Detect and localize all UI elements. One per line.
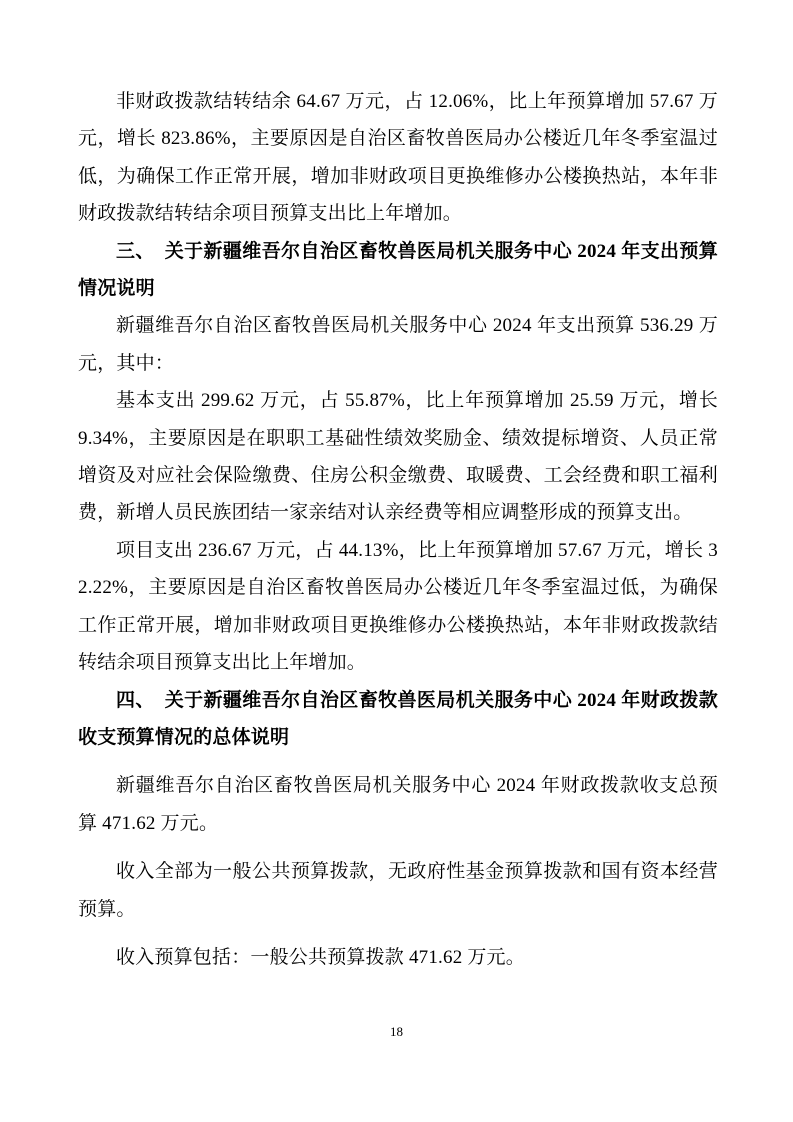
paragraph-income-source: 收入全部为一般公共预算拨款，无政府性基金预算拨款和国有资本经营预算。 xyxy=(78,861,718,920)
paragraph-basic-expenditure: 基本支出 299.62 万元，占 55.87%，比上年预算增加 25.59 万元，增长 9.34%，主要原因是在职职工基础性绩效奖励金、绩效提标增资、人员正常增资及对应社会保险缴费、住房公积金缴费、取暖费、工会经费和职工福利费，新增人员民族团结一家亲结对认亲经费等相应调整形成的预算支出。 xyxy=(78,390,718,524)
section-heading-4-fiscal-appropriation: 四、 关于新疆维吾尔自治区畜牧兽医局机关服务中心 2024 年财政拨款收支预算情况的总体说明 xyxy=(78,689,718,748)
paragraph-non-fiscal-carryover: 非财政拨款结转结余 64.67 万元，占 12.06%，比上年预算增加 57.67 万元，增长 823.86%，主要原因是自治区畜牧兽医局办公楼近几年冬季室温过低，为确保工作正常开展，增加非财政项目更换维修办公楼换热站，本年非财政拨款结转结余项目预算支出比上年增加。 xyxy=(78,91,718,225)
paragraph-fiscal-total-budget: 新疆维吾尔自治区畜牧兽医局机关服务中心 2024 年财政拨款收支总预算 471.62 万元。 xyxy=(78,775,718,834)
page-number: 18 xyxy=(390,1024,403,1039)
paragraph-project-expenditure: 项目支出 236.67 万元，占 44.13%，比上年预算增加 57.67 万元，增长 32.22%，主要原因是自治区畜牧兽医局办公楼近几年冬季室温过低，为确保工作正常开展，增加非财政项目更换维修办公楼换热站，本年非财政拨款结转结余项目预算支出比上年增加。 xyxy=(78,539,718,674)
paragraph-expenditure-total: 新疆维吾尔自治区畜牧兽医局机关服务中心 2024 年支出预算 536.29 万元，其中： xyxy=(78,315,718,374)
section-heading-3-expenditure-budget: 三、 关于新疆维吾尔自治区畜牧兽医局机关服务中心 2024 年支出预算情况说明 xyxy=(78,240,718,300)
document-content xyxy=(78,83,718,976)
paragraph-income-budget-includes: 收入预算包括：一般公共预算拨款 471.62 万元。 xyxy=(116,946,525,968)
